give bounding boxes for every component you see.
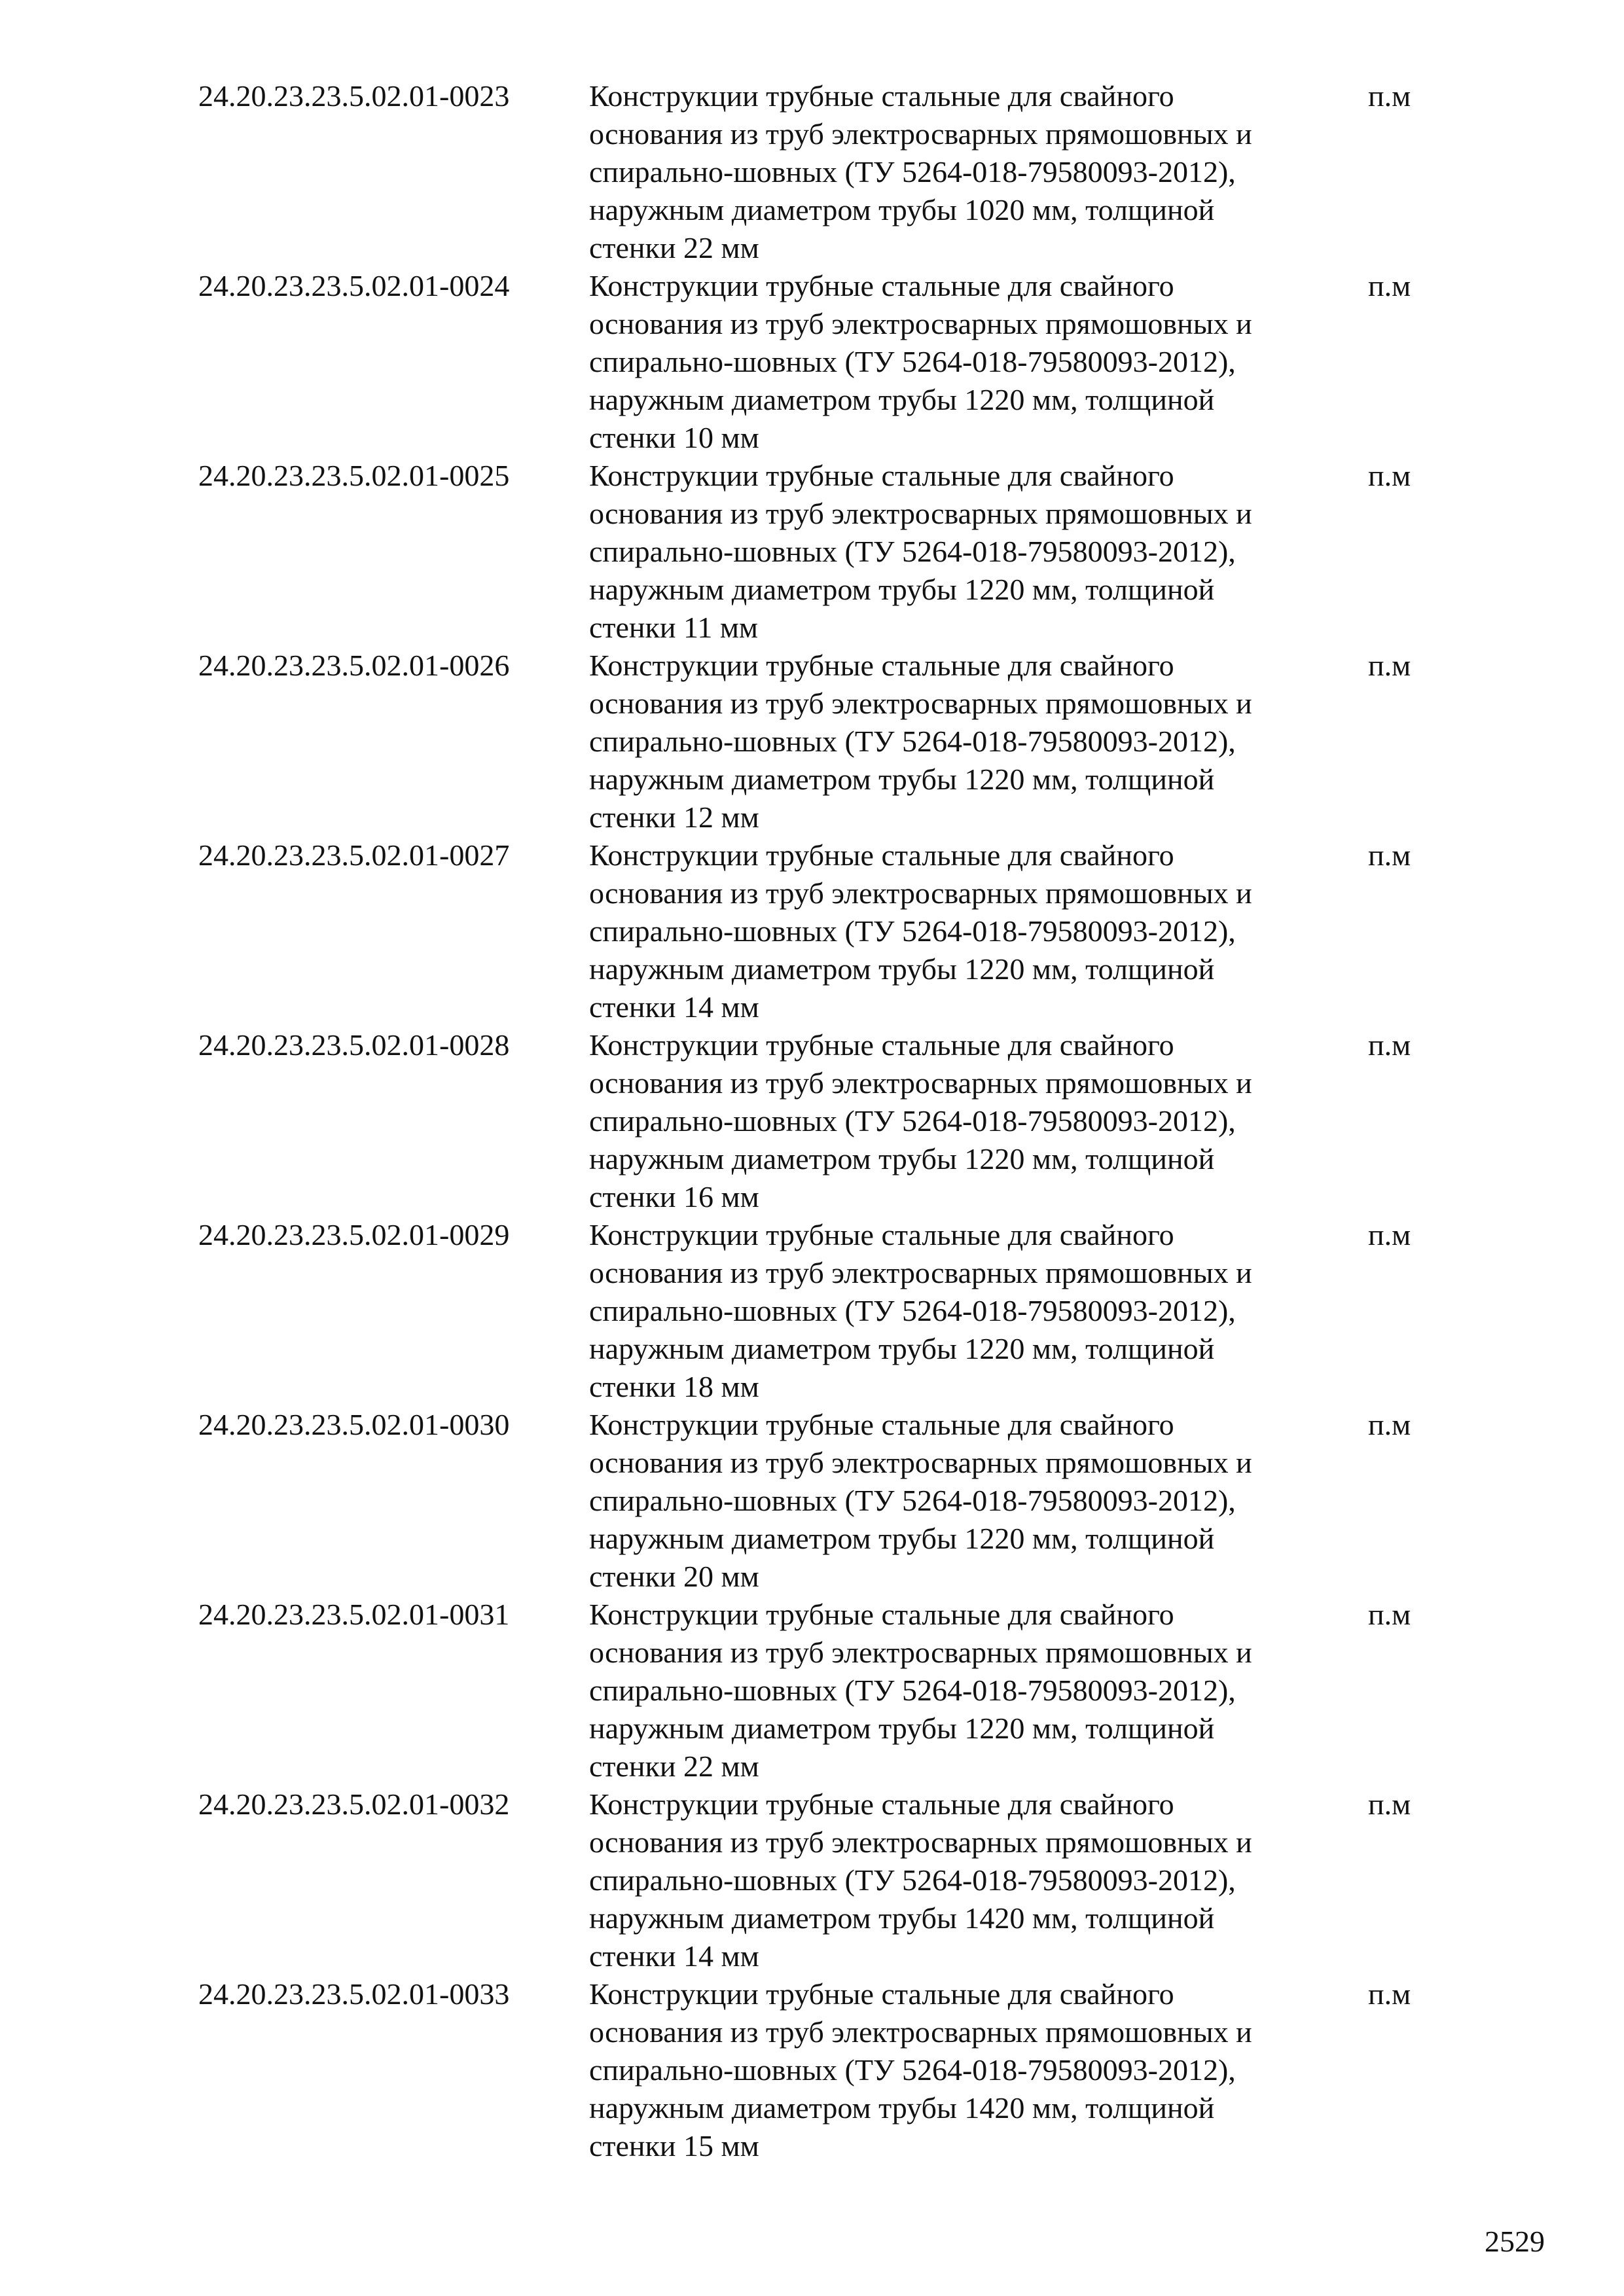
description-line: спирально-шовных (ТУ 5264-018-79580093-2012), (589, 535, 1236, 568)
description-line: наружным диаметром трубы 1220 мм, толщиной (589, 762, 1215, 796)
resource-code: 24.20.23.23.5.02.01-0027 (198, 838, 510, 872)
resource-code: 24.20.23.23.5.02.01-0032 (198, 1787, 510, 1821)
description-line: спирально-шовных (ТУ 5264-018-79580093-2012), (589, 1294, 1236, 1327)
description-line: стенки 10 мм (589, 421, 759, 454)
description-line: Конструкции трубные стальные для свайного (589, 838, 1174, 872)
description-line: спирально-шовных (ТУ 5264-018-79580093-2012), (589, 345, 1236, 378)
resource-description (589, 1596, 1335, 1785)
resource-description (589, 647, 1335, 836)
description-line: основания из труб электросварных прямошовных и (589, 1825, 1252, 1859)
resource-description (589, 267, 1335, 457)
description-line: Конструкции трубные стальные для свайного (589, 1598, 1174, 1631)
description-line: спирально-шовных (ТУ 5264-018-79580093-2012), (589, 914, 1236, 948)
resource-table (0, 77, 1624, 2165)
description-line: наружным диаметром трубы 1220 мм, толщиной (589, 1332, 1215, 1365)
description-line: основания из труб электросварных прямошовных и (589, 117, 1252, 151)
table-row (0, 1216, 1624, 1406)
unit-of-measure: п.м (1368, 1977, 1411, 2011)
resource-code: 24.20.23.23.5.02.01-0023 (198, 79, 510, 113)
description-line: Конструкции трубные стальные для свайного (589, 1787, 1174, 1821)
resource-code: 24.20.23.23.5.02.01-0026 (198, 649, 510, 682)
description-line: стенки 22 мм (589, 231, 759, 264)
description-line: основания из труб электросварных прямошовных и (589, 1066, 1252, 1100)
table-row (0, 1026, 1624, 1216)
description-line: основания из труб электросварных прямошовных и (589, 307, 1252, 340)
resource-description (589, 1975, 1335, 2165)
unit-of-measure: п.м (1368, 79, 1411, 113)
resource-description (589, 836, 1335, 1026)
description-line: Конструкции трубные стальные для свайного (589, 1218, 1174, 1251)
description-line: спирально-шовных (ТУ 5264-018-79580093-2012), (589, 1484, 1236, 1517)
unit-of-measure: п.м (1368, 838, 1411, 872)
unit-of-measure: п.м (1368, 1598, 1411, 1631)
description-line: наружным диаметром трубы 1020 мм, толщиной (589, 193, 1215, 226)
table-row (0, 267, 1624, 457)
table-row (0, 1406, 1624, 1596)
table-row (0, 1785, 1624, 1975)
description-line: стенки 20 мм (589, 1560, 759, 1593)
description-line: основания из труб электросварных прямошовных и (589, 687, 1252, 720)
resource-description (589, 77, 1335, 267)
description-line: Конструкции трубные стальные для свайного (589, 1977, 1174, 2011)
description-line: наружным диаметром трубы 1220 мм, толщиной (589, 1712, 1215, 1745)
description-line: стенки 22 мм (589, 1749, 759, 1783)
resource-code: 24.20.23.23.5.02.01-0028 (198, 1028, 510, 1062)
description-line: спирально-шовных (ТУ 5264-018-79580093-2012), (589, 725, 1236, 758)
description-line: спирально-шовных (ТУ 5264-018-79580093-2012), (589, 1104, 1236, 1138)
resource-description (589, 1785, 1335, 1975)
description-line: стенки 15 мм (589, 2129, 759, 2162)
unit-of-measure: п.м (1368, 649, 1411, 682)
description-line: наружным диаметром трубы 1420 мм, толщиной (589, 2091, 1215, 2125)
description-line: наружным диаметром трубы 1220 мм, толщиной (589, 573, 1215, 606)
description-line: наружным диаметром трубы 1220 мм, толщиной (589, 383, 1215, 416)
table-row (0, 647, 1624, 836)
table-row (0, 77, 1624, 267)
description-line: стенки 14 мм (589, 1939, 759, 1973)
resource-description (589, 1026, 1335, 1216)
description-line: спирально-шовных (ТУ 5264-018-79580093-2012), (589, 1863, 1236, 1897)
description-line: Конструкции трубные стальные для свайного (589, 459, 1174, 492)
description-line: стенки 11 мм (589, 611, 759, 644)
description-line: Конструкции трубные стальные для свайного (589, 649, 1174, 682)
description-line: Конструкции трубные стальные для свайного (589, 1408, 1174, 1441)
description-line: Конструкции трубные стальные для свайного (589, 269, 1174, 302)
resource-code: 24.20.23.23.5.02.01-0030 (198, 1408, 510, 1441)
description-line: основания из труб электросварных прямошовных и (589, 2015, 1252, 2049)
unit-of-measure: п.м (1368, 1408, 1411, 1441)
resource-code: 24.20.23.23.5.02.01-0029 (198, 1218, 510, 1251)
unit-of-measure: п.м (1368, 1787, 1411, 1821)
description-line: основания из труб электросварных прямошовных и (589, 497, 1252, 530)
description-line: спирально-шовных (ТУ 5264-018-79580093-2012), (589, 2053, 1236, 2087)
resource-description (589, 1406, 1335, 1596)
resource-code: 24.20.23.23.5.02.01-0025 (198, 459, 510, 492)
resource-description (589, 1216, 1335, 1406)
description-line: наружным диаметром трубы 1220 мм, толщиной (589, 1522, 1215, 1555)
table-row (0, 836, 1624, 1026)
unit-of-measure: п.м (1368, 1218, 1411, 1251)
description-line: стенки 14 мм (589, 990, 759, 1024)
description-line: Конструкции трубные стальные для свайного (589, 79, 1174, 113)
resource-code: 24.20.23.23.5.02.01-0031 (198, 1598, 510, 1631)
resource-code: 24.20.23.23.5.02.01-0024 (198, 269, 510, 302)
description-line: стенки 18 мм (589, 1370, 759, 1403)
description-line: наружным диаметром трубы 1220 мм, толщиной (589, 1142, 1215, 1175)
unit-of-measure: п.м (1368, 1028, 1411, 1062)
description-line: основания из труб электросварных прямошовных и (589, 876, 1252, 910)
description-line: Конструкции трубные стальные для свайного (589, 1028, 1174, 1062)
description-line: наружным диаметром трубы 1220 мм, толщиной (589, 952, 1215, 986)
description-line: основания из труб электросварных прямошовных и (589, 1446, 1252, 1479)
unit-of-measure: п.м (1368, 269, 1411, 302)
resource-code: 24.20.23.23.5.02.01-0033 (198, 1977, 510, 2011)
description-line: спирально-шовных (ТУ 5264-018-79580093-2012), (589, 155, 1236, 188)
unit-of-measure: п.м (1368, 459, 1411, 492)
description-line: наружным диаметром трубы 1420 мм, толщиной (589, 1901, 1215, 1935)
resource-description (589, 457, 1335, 647)
page-number: 2529 (1485, 2225, 1545, 2258)
description-line: стенки 16 мм (589, 1180, 759, 1213)
description-line: спирально-шовных (ТУ 5264-018-79580093-2012), (589, 1674, 1236, 1707)
table-row (0, 1596, 1624, 1785)
table-row (0, 457, 1624, 647)
table-row (0, 1975, 1624, 2165)
description-line: основания из труб электросварных прямошовных и (589, 1256, 1252, 1289)
description-line: стенки 12 мм (589, 800, 759, 834)
description-line: основания из труб электросварных прямошовных и (589, 1636, 1252, 1669)
